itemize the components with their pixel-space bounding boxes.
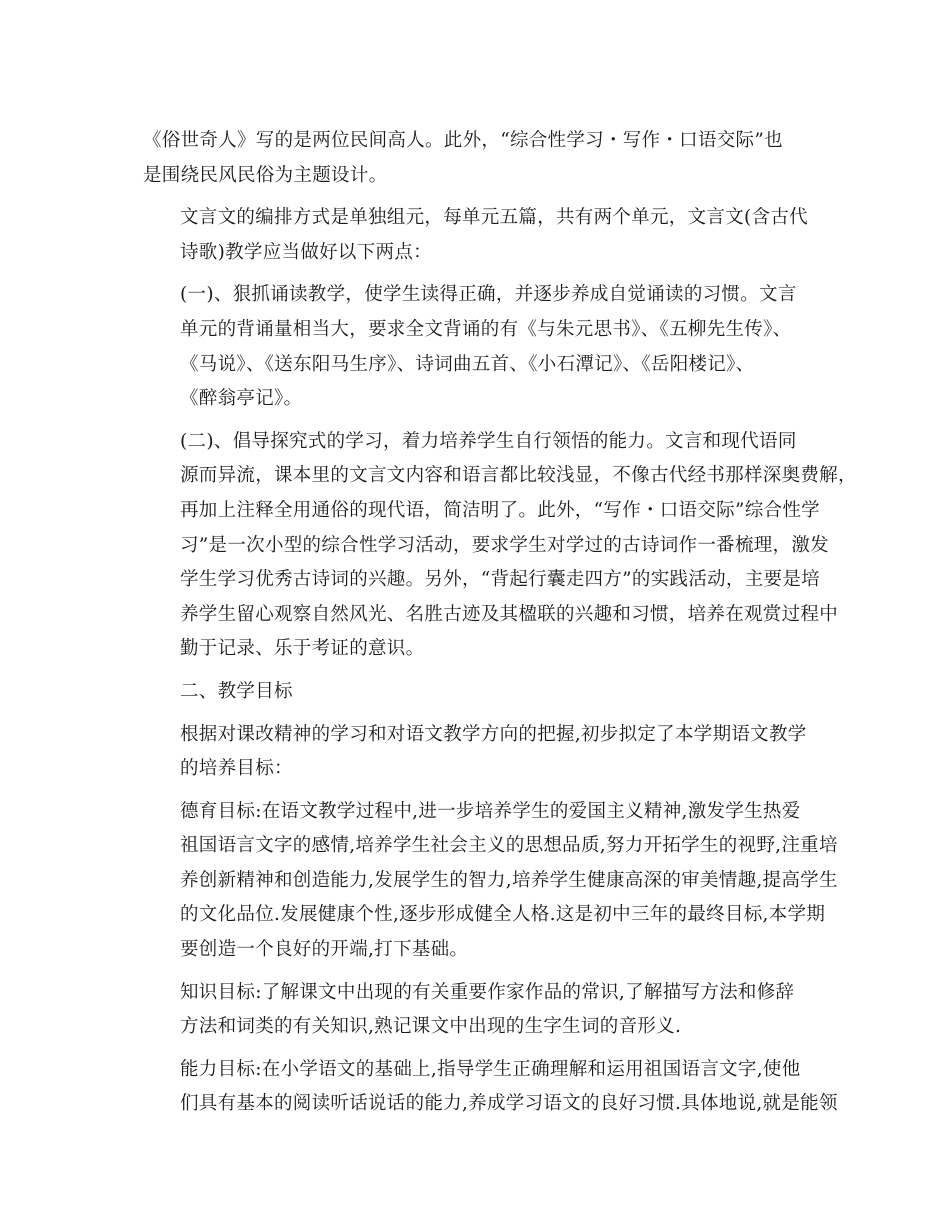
text-line: 单元的背诵量相当大，要求全文背诵的有《与朱元思书》、《五柳先生传》、 — [180, 318, 792, 340]
text-line: 要创造一个良好的开端,打下基础。 — [180, 939, 469, 961]
text-line: 源而异流，课本里的文言文内容和语言都比较浅显，不像古代经书那样深奥费解， — [180, 465, 857, 487]
text-line: (一)、狠抓诵读教学，使学生读得正确，并逐步养成自觉诵读的习惯。文言 — [180, 284, 797, 306]
text-line: 诗歌)教学应当做好以下两点： — [180, 241, 432, 263]
text-line: 《马说》、《送东阳马生序》、诗词曲五首、《小石潭记》、《岳阳楼记》、 — [180, 353, 755, 375]
text-line: 德育目标:在语文教学过程中,进一步培养学生的爱国主义精神,激发学生热爱 — [180, 800, 801, 822]
document-body — [143, 124, 857, 1130]
paragraph-folk-figures — [143, 124, 809, 193]
text-line: 的培养目标： — [180, 758, 293, 780]
paragraph-goals-intro — [143, 718, 809, 787]
text-line: 知识目标:了解课文中出现的有关重要作家作品的常识,了解描写方法和修辞 — [180, 981, 795, 1003]
text-line: 的文化品位.发展健康个性,逐步形成健全人格.这是初中三年的最终目标,本学期 — [180, 904, 826, 926]
paragraph-classical-arrangement — [143, 201, 809, 270]
text-line: 习”是一次小型的综合性学习活动，要求学生对学过的古诗词作一番梳理，激发 — [180, 534, 829, 556]
paragraph-moral-goal — [143, 795, 838, 968]
paragraph-point-one — [143, 278, 809, 416]
section-heading-teaching-goals — [143, 675, 809, 710]
text-line: 再加上注释全用通俗的现代语，简洁明了。此外，“写作・口语交际”综合性学 — [180, 499, 820, 521]
text-line: 根据对课改精神的学习和对语文教学方向的把握,初步拟定了本学期语文教学 — [180, 723, 807, 745]
text-line: 《醉翁亭记》。 — [180, 388, 303, 410]
paragraph-knowledge-goal — [143, 976, 809, 1045]
text-line: 是围绕民风民俗为主题设计。 — [143, 164, 388, 186]
text-line: 文言文的编排方式是单独组元，每单元五篇，共有两个单元，文言文(含古代 — [180, 207, 808, 229]
text-line: 二、教学目标 — [180, 680, 293, 702]
paragraph-ability-goal — [143, 1053, 838, 1122]
text-line: 养创新精神和创造能力,发展学生的智力,培养学生健康高深的审美情趣,提高学生 — [180, 869, 838, 891]
text-line: 能力目标:在小学语文的基础上,指导学生正确理解和运用祖国语言文字,使他 — [180, 1058, 801, 1080]
text-line: 学生学习优秀古诗词的兴趣。另外，“背起行囊走四方”的实践活动，主要是培 — [180, 569, 820, 591]
text-line: 勤于记录、乐于考证的意识。 — [180, 638, 425, 660]
text-line: 们具有基本的阅读听话说话的能力,养成学习语文的良好习惯.具体地说,就是能领 — [180, 1093, 838, 1115]
text-line: 《俗世奇人》写的是两位民间高人。此外，“综合性学习・写作・口语交际”也 — [143, 130, 783, 151]
paragraph-point-two — [143, 425, 857, 667]
text-line: 祖国语言文字的感情,培养学生社会主义的思想品质,努力开拓学生的视野,注重培 — [180, 835, 838, 857]
text-line: 养学生留心观察自然风光、名胜古迹及其楹联的兴趣和习惯，培养在观赏过程中 — [180, 603, 839, 625]
text-line: (二)、倡导探究式的学习，着力培养学生自行领悟的能力。文言和现代语同 — [180, 430, 797, 452]
text-line: 方法和词类的有关知识,熟记课文中出现的生字生词的音形义. — [180, 1016, 682, 1038]
